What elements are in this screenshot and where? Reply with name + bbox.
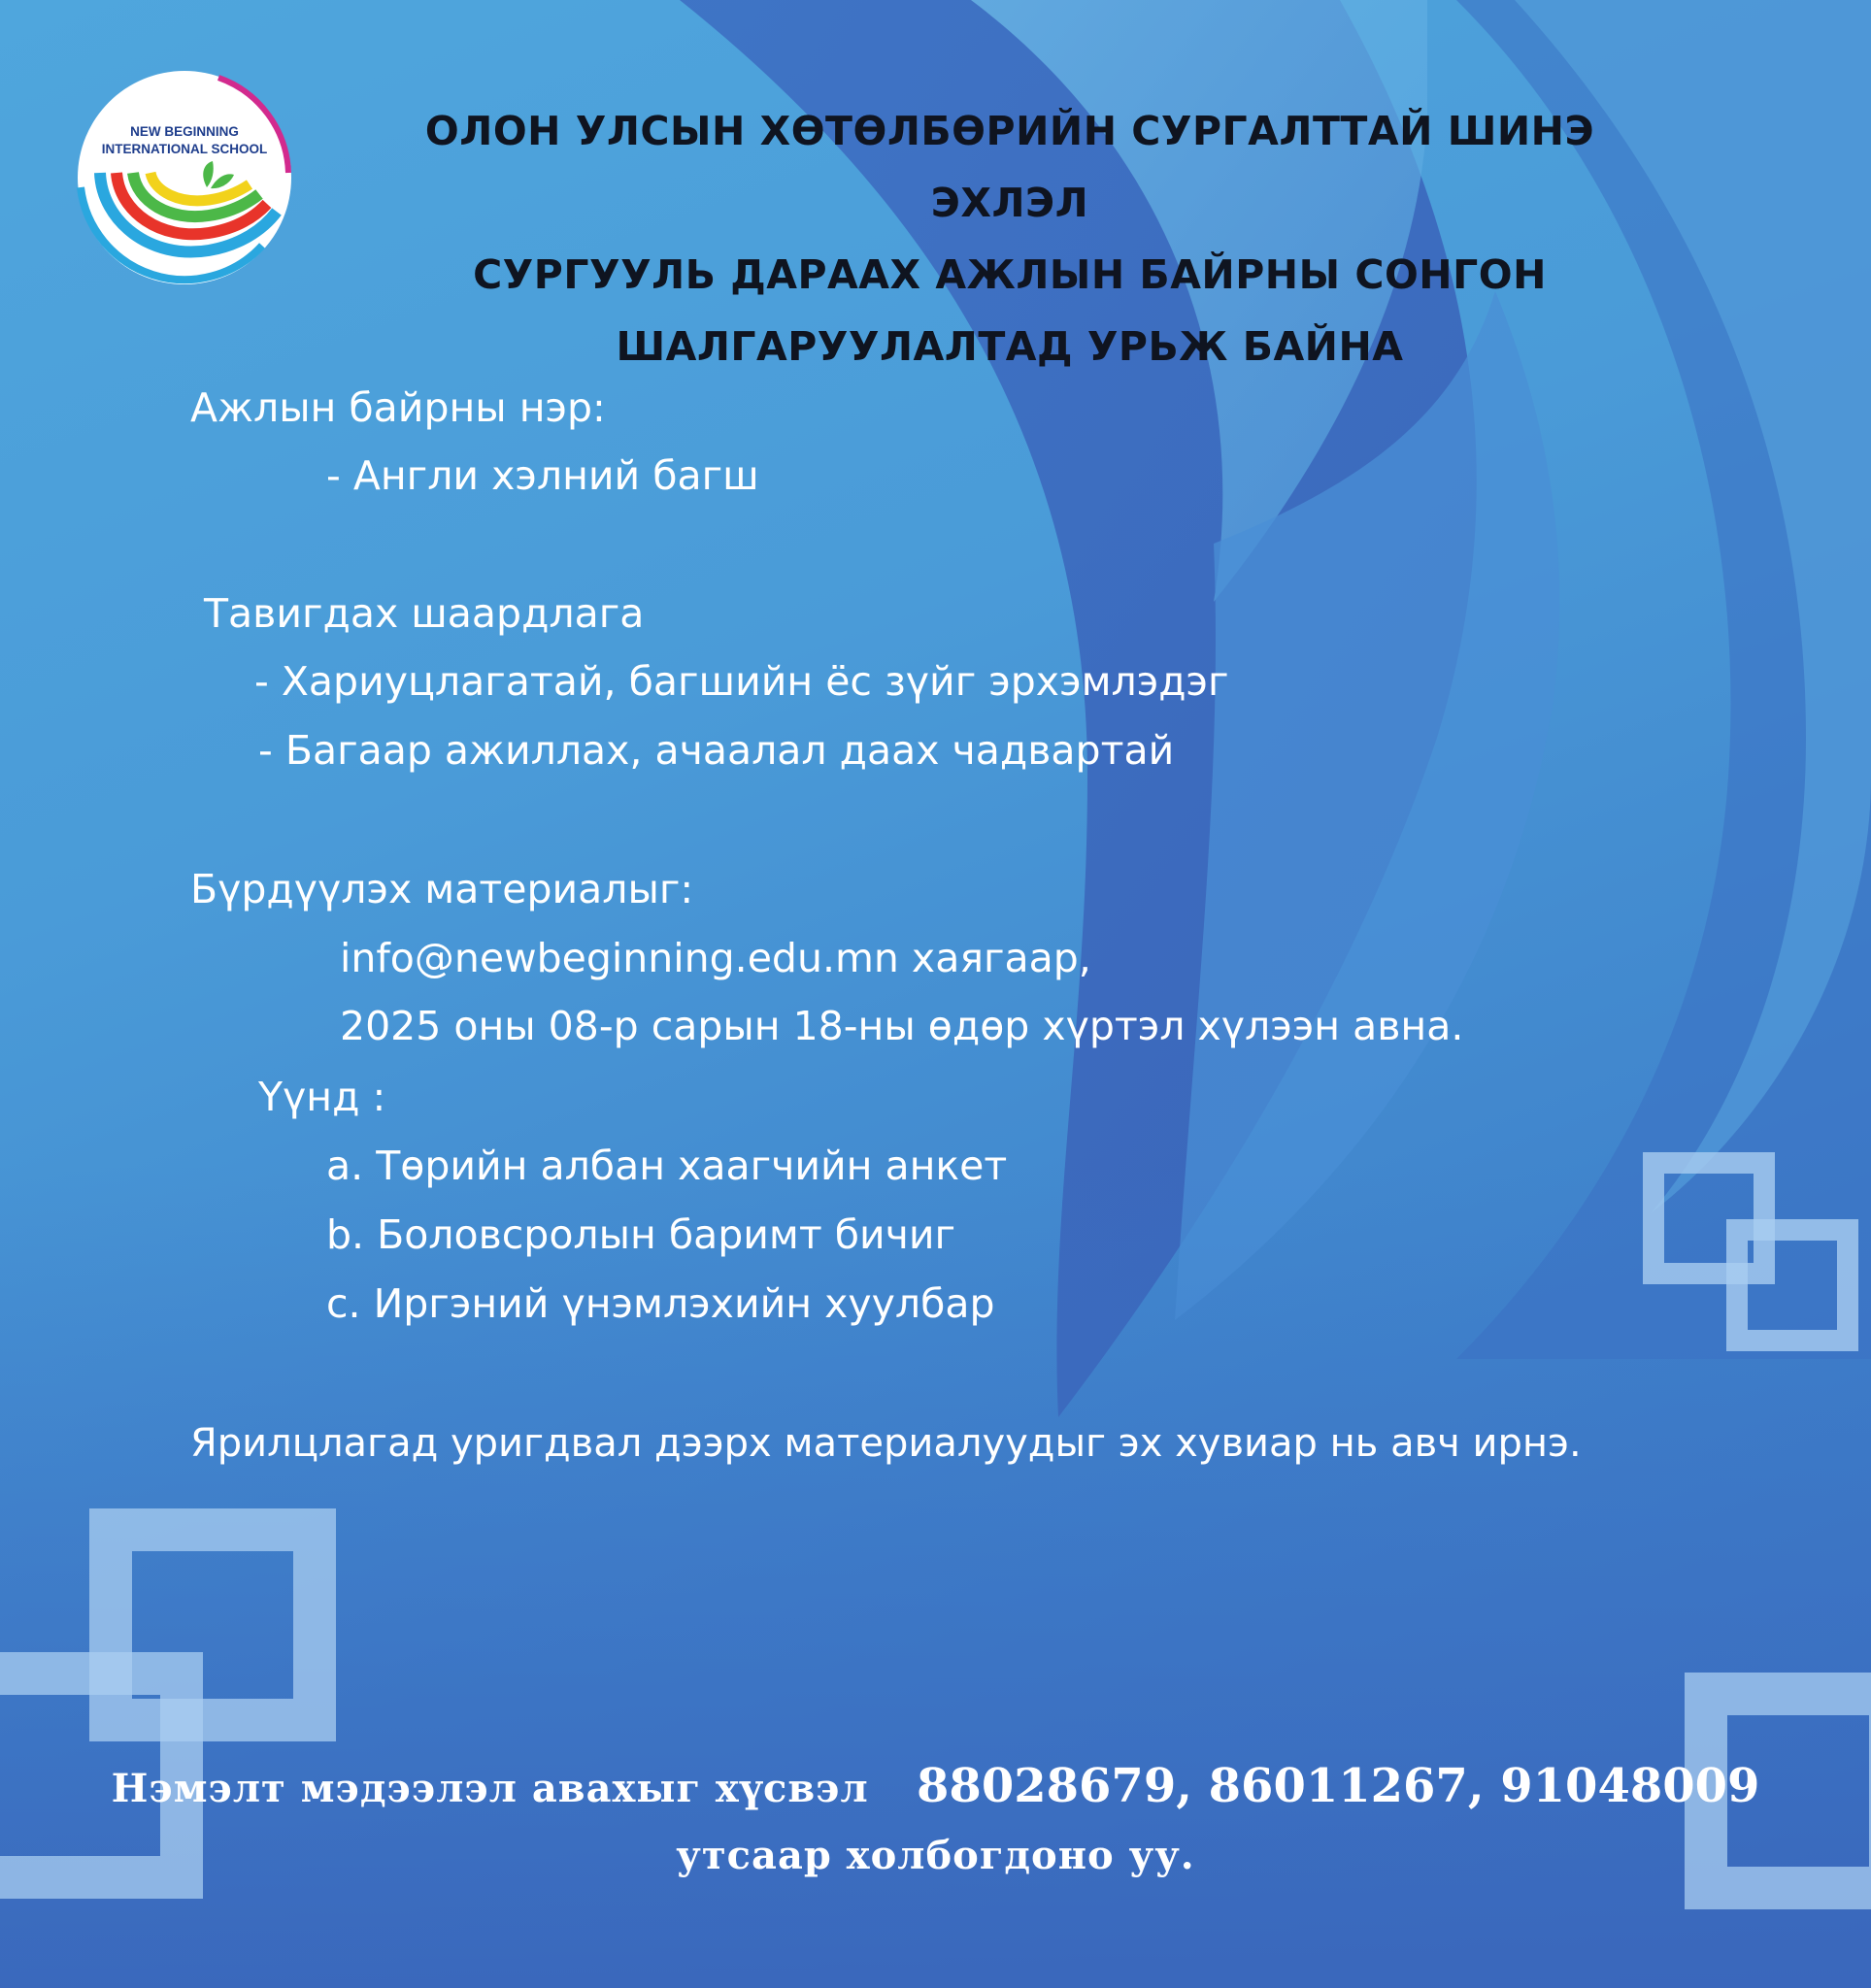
contact-line-1	[0, 1757, 1871, 1818]
materials-email-line: info@newbeginning.edu.mn хаягаар,	[340, 935, 1091, 981]
position-label: Ажлын байрны нэр:	[190, 384, 606, 431]
materials-list-item: a. Төрийн албан хаагчийн анкет	[326, 1143, 1008, 1189]
requirement-item: - Багаар ажиллах, ачаалал даах чадвартай	[258, 727, 1175, 774]
headline-line-3: ШАЛГАРУУЛАЛТАД УРЬЖ БАЙНА	[616, 323, 1404, 370]
interview-note: Ярилцлагад уригдвал дээрх материалуудыг эх хувиар нь авч ирнэ.	[190, 1421, 1582, 1466]
materials-deadline-line: 2025 оны 08-р сарын 18-ны өдөр хүртэл хүлээн авна.	[340, 1003, 1464, 1049]
contact-line-2: утсаар холбогдоно уу.	[676, 1833, 1195, 1878]
materials-includes-label: Үүнд :	[258, 1074, 386, 1120]
materials-label: Бүрдүүлэх материалыг:	[190, 866, 694, 912]
requirements-label: Тавигдах шаардлага	[204, 590, 645, 637]
requirement-item: - Хариуцлагатай, багшийн ёс зүйг эрхэмлэдэг	[254, 658, 1229, 705]
materials-list-item: c. Иргэний үнэмлэхийн хуулбар	[326, 1280, 995, 1327]
contact-text: Нэмэлт мэдээлэл авахыг хүсвэл	[111, 1766, 869, 1811]
logo-line-1: NEW BEGINNING	[130, 124, 239, 139]
materials-list-item: b. Боловсролын баримт бичиг	[326, 1211, 956, 1258]
contact-phones: 88028679, 86011267, 91048009	[917, 1759, 1760, 1813]
school-logo-text	[73, 123, 296, 158]
logo-line-2: INTERNATIONAL SCHOOL	[101, 142, 268, 156]
school-logo-icon	[73, 66, 296, 289]
headline-line-2: СУРГУУЛЬ ДАРААХ АЖЛЫН БАЙРНЫ СОНГОН	[473, 251, 1547, 298]
headline-line-1: ОЛОН УЛСЫН ХӨТӨЛБӨРИЙН СУРГАЛТТАЙ ШИНЭ ЭХЛЭЛ	[424, 108, 1595, 226]
headline	[369, 95, 1651, 382]
position-item: - Англи хэлний багш	[326, 452, 759, 499]
